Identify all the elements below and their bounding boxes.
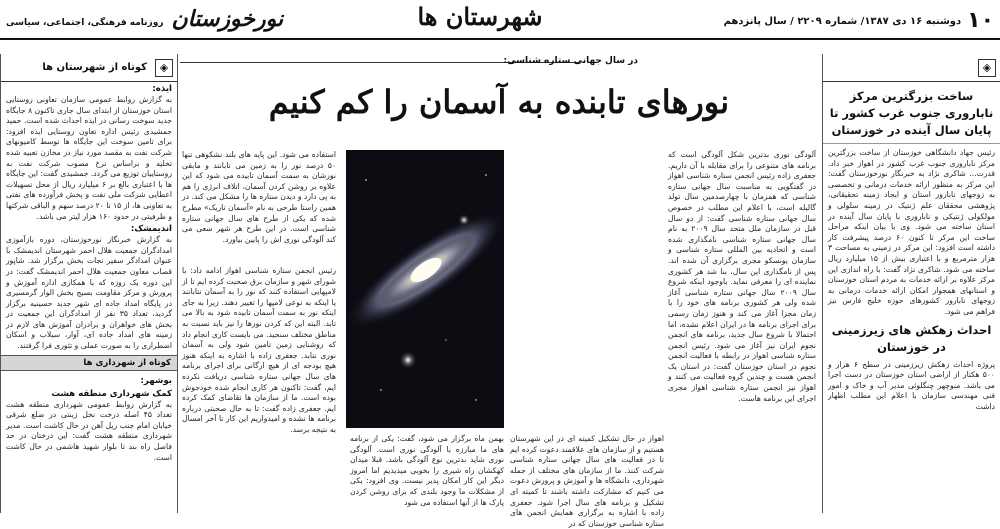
newspaper-tagline: روزنامه فرهنگی، اجتماعی، سیاسی (6, 18, 164, 28)
main-article (180, 54, 818, 528)
right-text-2: پروژه احداث زهکش زیرزمینی در سطح ۶ هزار و ۵۰۰ هکتار از اراضی استان خوزستان در دست اجرا می باشد. منوچهر چنگلوئی مدیر آب و خاک و امور فنی مهندسی سازمان با اعلام این مطلب اظهار داشت (828, 359, 996, 411)
section-bar: کوتاه از شهرداری ها (1, 355, 177, 371)
article-column-3: بهمن ماه برگزار می شود، گفت: یکی از برنامه های ما مبارزه با آلودگی نوری است. آلودگی نوری شاید بدترین نوع آلودگی باشد. قبلا میدان کهکشان راه شیری را بخوبی میدیدیم اما امروز دیگر این کار امکان پذیر نیست. وی افزود: یکی از مشکلات ما وجود بلندی که برای روشن کردن پارک ها از آنها استفاده می شود (350, 434, 504, 507)
article-kicker: در سال جهانی ستاره شناسی: (503, 56, 638, 66)
dateline: دوشنبه ۱۶ دی ۱۳۸۷/ شماره ۲۲۰۹ / سال پانزدهم (723, 15, 962, 27)
right-headline-2: احداث زهکش های زیرزمینی در خوزستان (831, 322, 992, 354)
right-column (822, 54, 1000, 513)
section-title: شهرستان ها (417, 2, 543, 31)
news-item-text: به گزارش روابط عمومی شهرداری منطقه هشت تعداد ۴۵ اصله درخت نخل زینتی در ضلع شرقی خیابان امام جنب ریل آهن در حال کاشت است. مدیر شهرداری منطقه هشت گفت: این درختان در حد فاصل راه بند تا بلوار شهید هاشمی در حال کاشت است. (6, 399, 172, 462)
article-headline: نورهای تابنده به آسمان را کم کنیم (268, 83, 730, 121)
article-column-4-bottom: رئیس انجمن ستاره شناسی اهواز ادامه داد: با شورای شهر و سازمان برق صحبت کرده ایم تا از لامپهایی استفاده کنند که نور را به آسمان نتابانند یا اینکه به نوعی لامپها را تغییر دهند. زیرا به جای اینکه نور به سمت آسمان تابیده شود به بالا می تابد. البته این که کردن نورها را نیز باید نسبت به مناطق مختلف سنجید. می بایست کاری انجام داد که روشنایی زمین تامین شود ولی به آسمان نوری نتابد. جعفری زاده با اشاره به اینکه هنوز هیچ بودجه ای از هیچ ارگانی برای اجرای برنامه های سال جهانی ستاره شناسی دریافت نکرده ایم، گفت: تاکنون هر کاری انجام شده خودجوش بوده است. ما از سازمان ها تقاضای کمک کرده ایم. جعفری زاده گفت: تا به حال صحبتی درباره برنامه ها نشده و امیدواریم این کار تا آخر امسال به نتیجه برسد. (182, 266, 336, 434)
left-box-title: کوتاه از شهرستان ها (42, 62, 147, 73)
article-column-4-top: استفاده می شود. این پایه های بلند نشکوهی تنها ۵۰ درصد نور را به زمین می تابانند و مابقی نورشان به سمت آسمان تابیده می شود که این علاوه بر روشن کردن آسمان، اتلاف انرژی را هم به پی دارد و دیدن ستاره ها را مشکل می کند. در همین راستا طرحی به نام «آسمان تاریک» مطرح شده که یکی از طرح های سال جهانی ستاره شناسی است. در این طرح هر شهر سعی می کند آلودگی نوری اش را پایین بیاورد. (182, 150, 336, 244)
right-text-1: رئیس جهاد دانشگاهی خوزستان از ساخت بزرگترین مرکز ناباروری جنوب غرب کشور در اهواز خبر داد. قدرت... شاکری نژاد به خبرنگار نورخوزستان گفت: این مرکز به منظور ارائه خدمات درمانی و تخصصی به زوجهای نابارور استان و ایجاد زمینه تحقیقاتی، پژوهشی محققان علم ژنتیک در زمینه سلولی و مولکولی ژنتیکی و ناباروری با پایان سال آینده در استان ساخته می شود. وی با بیان اینکه مراحل ساخت این مرکز تا کنون ۶۰ درصد پیشرفت کار داشته است افزود: این مرکز در زمینی به مساحت ۳ هزار مترمربع و با اعتباری بیش از ۱۵ میلیارد ریال ساخته می شود. شاکری نژاد گفت: با راه اندازی این مرکز علاوه بر ارائه خدمات به مردم استان خوزستان و استانهای همجوار امکان ارائه خدمات درمانی به زوجهای نابارور کشورهای حوزه خلیج فارس نیز فراهم می شود. (828, 148, 996, 316)
news-item-text: به گزارش روابط عمومی سازمان تعاونی روستایی استان خوزستان از ابتدای سال جاری تاکنون ۸ جایگاه جدید سوخت رسانی در ایذه احداث شده است. حمید جمشیدی رئیس اداره تعاون روستایی ایذه افزود: برای تامین سوخت این جایگاه ها توسط کامیونهای شرکت نفت به مقصد مورد نیاز در مخازن تعبیه شده تخلیه و براساس نرخ مصوب شرکت نفت به روستاییان توزیع می گردد. جمشیدی گفت: این جایگاه ها با اعتباری بالغ بر ۶ میلیارد ریال از محل تسهیلات اعطایی شرکت ملی نفت و پخش فرآورده های نفتی به تعاونی ها، از ۱۵ تا ۲۰ درصد سهم و الباقی شرکتها و ظرفیتی در حدود ۱۶۰ هزار لیتر می باشد. (6, 95, 172, 221)
right-headline-1: ساخت بزرگترین مرکز ناباروری جنوب غرب کشور تا پایان سال آینده در خوزستان (823, 82, 1000, 144)
masthead (0, 0, 1000, 40)
page-number: ۱۰ (967, 8, 994, 33)
left-column (0, 54, 178, 513)
article-column-2: اهواز در حال تشکیل کمیته ای در این شهرستان هستیم و از سازمان های علاقمند دعوت کرده ایم تا در فعالیت های سال جهانی ستاره شناسی شرکت کنند. ما از سازمان های مختلف از جمله شهرداری، دانشگاه ها و آموزش و پرورش دعوت می کنیم که مشارکت داشته باشند تا کمیته ای تشکیل و برنامه های سال اجرا شود. جعفری زاده با اشاره به برگزاری همایش انجمن های ستاره شناسی خوزستان که در (510, 434, 664, 528)
article-column-1: آلودگی نوری بدترین شکل آلودگی است که برنامه های متنوعی را برای مقابله با آن داریم. جعفری زاده رئیس انجمن ستاره شناسی اهواز در گفتگویی به مناسبت سال جهانی ستاره شناسی که همزمان با چهارصدمین سال تولد گالیله است، با اعلام این مطلب در خصوص سال جهانی ستاره شناسی گفت: از دو سال قبل در سازمان ملل متحد سال ۲۰۰۹ به نام سال جهانی ستاره شناسی نامگذاری شده است و اتحادیه بین المللی ستاره شناسی و سازمان یونسکو مجری برگزاری آن شده اند. پس از نامگذاری این سال، بنا شد هر کشوری نماینده ای را معرفی نماید. باوجود اینکه شروع سال ۲۰۰۹ سال جهانی ستاره شناسی آغاز شده ولی هر کشوری برنامه های خود را با زمان مجزا آغاز می کند و هنوز زمان رسمی برای اجرای برنامه ها در ایران اعلام نشده، اما احتمالا با شروع سال جدید، برنامه های انجمن نجوم ایران نیز آغاز می شود. رئیس انجمن ستاره شناسی اهواز در رابطه با فعالیت انجمن نجوم در استان خوزستان گفت: در استان یک انجمن هست و چندین گروه فعالیت می کنند و اهواز نیز انجمن ستاره شناسی اهواز مجری اجرای این برنامه هاست. (668, 150, 816, 403)
galaxy-image (346, 150, 504, 428)
galaxy-photo (346, 150, 504, 428)
newspaper-logo: نورخوزستان (171, 6, 284, 32)
ornament-icon: ◈ (155, 59, 173, 77)
left-box-header (1, 54, 177, 82)
news-city-label: ایذه: (152, 84, 172, 94)
news-subheading: کمک شهرداری منطقه هشت (51, 388, 172, 399)
news-city-label: بوشهر: (140, 375, 172, 386)
masthead-left (6, 6, 283, 32)
news-city-label: اندیمشک: (130, 224, 172, 235)
masthead-right (724, 10, 994, 32)
right-box-header (823, 54, 1000, 82)
news-item-text: به گزارش خبرنگار نورخوزستان، دوره بازآموزی امدادگران جمعیت هلال احمر شهرستان اندیمشک با عنوان امدادگر سفیر نجات بخش برگزار شد. شاپور قصاب معاون جمعیت هلال احمر اندیمشک گفت: در این دوره یک روزه که با همکاری اداره آموزش و پرورش و مرکز مقاومت بسیج بخش الوار گرمسیری در پایگاه امداد جاده ای شهر جدید حسینیه برگزار گردید، تعداد ۳۵ نفر از امدادگران این جمعیت در بخش های خواهران و برادران آموزش های لازم در زمینه های امداد جاده ای، آوار، سیلاب و اسکان اضطراری را به صورت عملی و تئوری فرا گرفتند. (6, 235, 172, 351)
ornament-icon: ◈ (978, 59, 996, 77)
